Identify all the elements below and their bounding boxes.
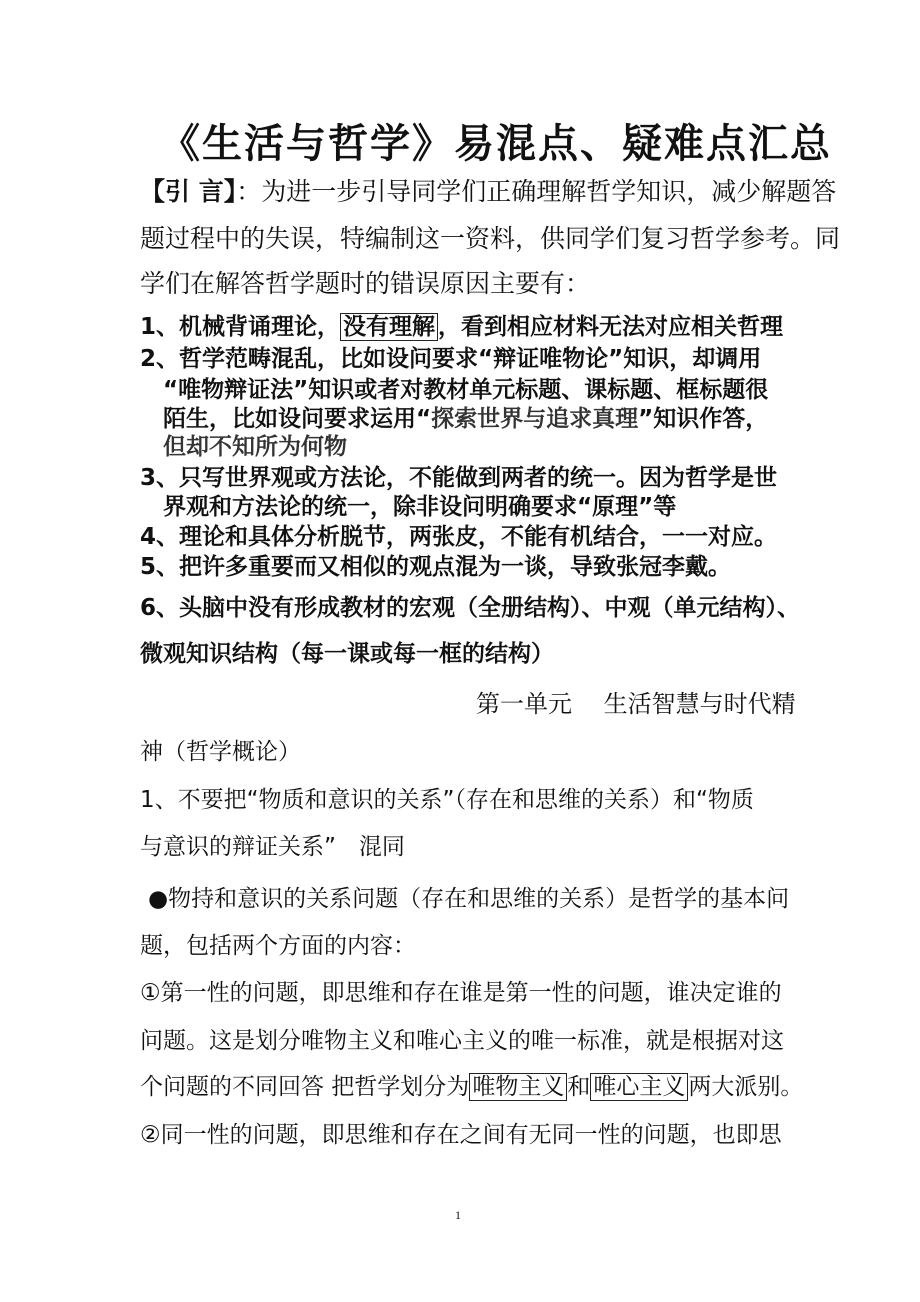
reason-2-emphasis: 探索世界与追求真理 <box>431 406 639 432</box>
clause-1-line-3-and: 和 <box>567 1074 591 1100</box>
page-number: 1 <box>455 1208 461 1222</box>
clause-1-line-3 <box>140 1068 803 1101</box>
intro-line-1-text: ：为进一步引导同学们正确理解哲学知识，减少解题答 <box>236 177 837 206</box>
clause-2-line-1: ②同一性的问题，即思维和存在之间有无同一性的问题，也即思 <box>140 1122 782 1148</box>
reason-6-line-2: 微观知识结构（每一课或每一框的结构） <box>140 641 554 667</box>
reason-2-line-2: “唯物辩证法”知识或者对教材单元标题、课标题、框标题很 <box>163 377 769 403</box>
clause-1-line-1: ①第一性的问题，即思维和存在谁是第一性的问题，谁决定谁的 <box>140 980 782 1006</box>
reason-2-line-3-prefix: 陌生，比如设问要求运用“ <box>163 406 432 432</box>
body-bullet-line-1: ●物持和意识的关系问题（存在和思维的关系）是哲学的基本问 <box>148 886 790 912</box>
document-title: 《生活与哲学》易混点、疑难点汇总 <box>160 120 832 167</box>
clause-1-line-3-prefix: 个问题的不同回答 把哲学划分为 <box>140 1074 470 1100</box>
reason-1-prefix: 1、机械背诵理论， <box>140 314 341 340</box>
reason-2-line-1: 2、哲学范畴混乱，比如设问要求“辩证唯物论”知识，却调用 <box>140 346 762 372</box>
intro-line-3: 学们在解答哲学题时的错误原因主要有： <box>140 269 591 298</box>
reason-4: 4、理论和具体分析脱节，两张皮，不能有机结合，一一对应。 <box>140 524 778 550</box>
clause-1-line-2: 问题。这是划分唯物主义和唯心主义的唯一标准，就是根据对这 <box>140 1028 784 1054</box>
reason-1-boxed: 没有理解 <box>340 313 438 341</box>
boxed-idealism: 唯心主义 <box>590 1073 688 1101</box>
reason-5: 5、把许多重要而又相似的观点混为一谈，导致张冠李戴。 <box>140 554 732 580</box>
body-bullet-line-2: 题，包括两个方面的内容： <box>140 933 416 959</box>
reason-1 <box>140 308 783 341</box>
reason-1-suffix: ，看到相应材料无法对应相关哲理 <box>438 314 784 340</box>
unit-heading-line-1: 第一单元 生活智慧与时代精 <box>476 690 796 718</box>
point-1-line-2: 与意识的辩证关系” 混同 <box>140 834 405 860</box>
intro-line-2: 题过程中的失误，特编制这一资料，供同学们复习哲学参考。同 <box>140 224 841 253</box>
reason-3-line-1: 3、只写世界观或方法论，不能做到两者的统一。因为哲学是世 <box>140 465 778 491</box>
boxed-materialism: 唯物主义 <box>469 1073 567 1101</box>
intro-line-1 <box>140 172 836 208</box>
reason-6-line-1: 6、头脑中没有形成教材的宏观（全册结构）、中观（单元结构）、 <box>140 595 801 621</box>
unit-heading-line-2: 神（哲学概论） <box>140 739 301 765</box>
clause-1-line-3-suffix: 两大派别。 <box>688 1074 804 1100</box>
reason-3-line-2: 界观和方法论的统一，除非设问明确要求“原理”等 <box>163 494 677 520</box>
point-1-line-1: 1、不要把“物质和意识的关系”（存在和思维的关系）和“物质 <box>140 787 754 813</box>
reason-2-line-3-suffix: ”知识作答， <box>638 406 769 432</box>
reason-2-line-4: 但却不知所为何物 <box>163 434 347 460</box>
intro-label: 【引 言】 <box>140 177 237 206</box>
